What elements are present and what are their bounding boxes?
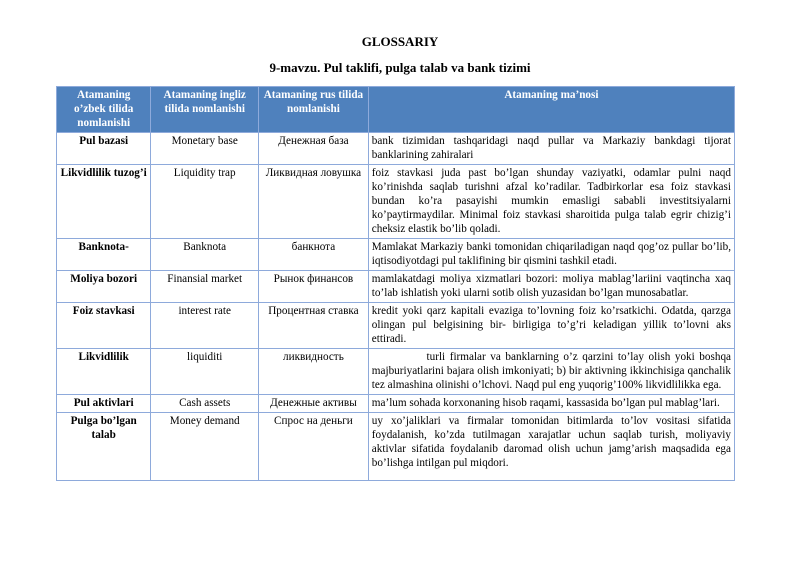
meaning-cell: mamlakatdagi moliya xizmatlari bozori: moliya mablag’lariini vaqtincha xaq to’lab ishlatish yoki ularni sotib olish yuzasidan bo’lgan munosabatlar. [368,271,734,303]
english-term-cell: Liquidity trap [151,165,259,239]
meaning-cell: turli firmalar va banklarning o’z qarzini to’lay olish yoki boshqa majburiyatlarini bajara olish imkoniyati; b) bir aktivning ikkinchisiga qanchalik tez almashina olinishi o’lchovi. Naqd pul eng yuqorig’100% likvidlilikka ega. [368,349,734,395]
table-row [57,133,735,165]
english-term-cell: Cash assets [151,395,259,413]
uzbek-term-cell: Foiz stavkasi [57,303,151,349]
header-english-term: Atamaning ingliz tilida nomlanishi [151,87,259,133]
uzbek-term-cell: Likvidlilik [57,349,151,395]
header-uzbek-term: Atamaning o’zbek tilida nomlanishi [57,87,151,133]
meaning-cell: kredit yoki qarz kapitali evaziga to’lovning foiz ko’rsatkichi. Odatda, qarzga olingan pul belgisining bir- birligiga to’g’ri keladigan yillik to’lovni aks ettiradi. [368,303,734,349]
meaning-cell: uy xo’jaliklari va firmalar tomonidan bitimlarda to’lov vositasi sifatida foydalanish, ko’zda tutilmagan xarajatlar uchun saqlab turish, moliyaviy aktivlar sifatida foydalanib daromad olish uchun jamg’arish maqsadida ega bo’lishga intilgan pul miqdori. [368,413,734,481]
table-row [57,395,735,413]
table-row [57,271,735,303]
header-russian-term: Atamaning rus tilida nomlanishi [259,87,369,133]
english-term-cell: Finansial market [151,271,259,303]
english-term-cell: interest rate [151,303,259,349]
document-subtitle: 9-mavzu. Pul taklifi, pulga talab va bank tizimi [269,60,531,75]
table-row [57,239,735,271]
table-header-row [57,87,735,133]
table-row [57,413,735,481]
english-term-cell: liquiditi [151,349,259,395]
uzbek-term-cell: Likvidlilik tuzog’i [57,165,151,239]
meaning-cell: foiz stavkasi juda past bo’lgan shunday vaziyatki, odamlar pulni naqd ko’rinishda saqlab turishni afzal ko’radilar. Tadbirkorlar esa foiz stavkasi bundan ko’ra pasayishi mumkin emasligi sababli investitsiyalarni ko’paytirmaydilar. Minimal foiz stavkasi sharoitida pulga talab egrir chizig’i cheksiz elastik bo’lib qoladi. [368,165,734,239]
uzbek-term-cell: Pulga bo’lgan talab [57,413,151,481]
russian-term-cell: ликвидность [259,349,369,395]
russian-term-cell: Денежная база [259,133,369,165]
russian-term-cell: банкнота [259,239,369,271]
table-row [57,349,735,395]
table-row [57,165,735,239]
russian-term-cell: Денежные активы [259,395,369,413]
uzbek-term-cell: Banknota- [57,239,151,271]
russian-term-cell: Ликвидная ловушка [259,165,369,239]
russian-term-cell: Спрос на деньги [259,413,369,481]
meaning-cell: ma’lum sohada korxonaning hisob raqami, kassasida bo’lgan pul mablag’lari. [368,395,734,413]
uzbek-term-cell: Moliya bozori [57,271,151,303]
header-meaning: Atamaning ma’nosi [368,87,734,133]
english-term-cell: Monetary base [151,133,259,165]
english-term-cell: Money demand [151,413,259,481]
meaning-cell: Mamlakat Markaziy banki tomonidan chiqariladigan naqd qog’oz pullar bo’lib, iqtisodiyotdagi pul taklifining bir qismini tashkil etadi. [368,239,734,271]
uzbek-term-cell: Pul bazasi [57,133,151,165]
meaning-cell: bank tizimidan tashqaridagi naqd pullar va Markaziy bankdagi tijorat banklarining zahiralari [368,133,734,165]
uzbek-term-cell: Pul aktivlari [57,395,151,413]
russian-term-cell: Рынок финансов [259,271,369,303]
russian-term-cell: Процентная ставка [259,303,369,349]
glossary-table [56,86,735,481]
document-title: GLOSSARIY [361,34,439,49]
table-row [57,303,735,349]
english-term-cell: Banknota [151,239,259,271]
